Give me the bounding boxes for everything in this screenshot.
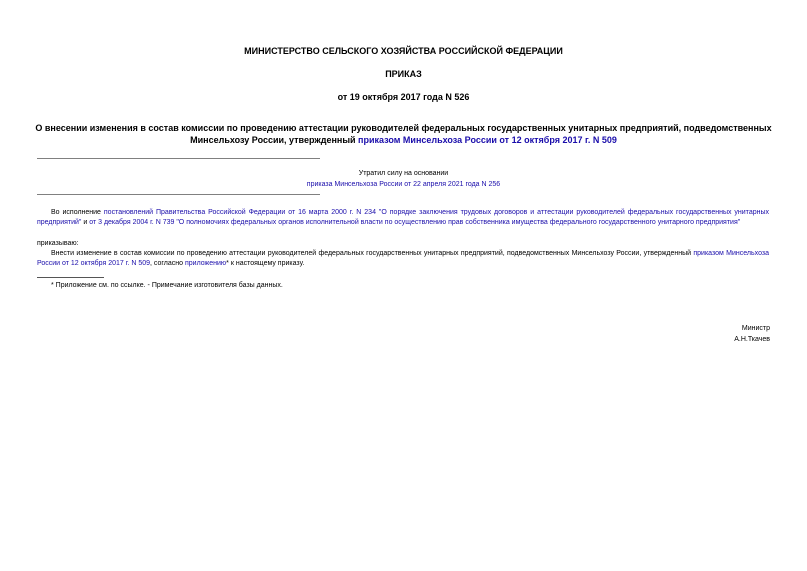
footnote-divider [37,277,104,278]
document-title-text: О внесении изменения в состав комиссии по проведению аттестации руководителей федеральных государственных унитарных предприятий, подведомственных Минсельхозу России, утвержденный [35,123,772,145]
revocation-order-256-link[interactable]: приказа Минсельхоза России от 22 апреля 2021 года N 256 [306,181,501,188]
order-body-middle: , согласно [150,260,185,267]
order-body-paragraph [37,249,769,269]
divider-top [37,158,320,159]
basis-conjunction: и [81,219,90,226]
title-order-509-link[interactable]: приказом Минсельхоза России от 12 октября 2017 г. N 509 [358,135,617,145]
revocation-link-line [230,180,577,189]
document-date-number: от 19 октября 2017 года N 526 [337,92,470,102]
divider-bottom [37,194,320,195]
order-509-link[interactable]: приказом Минсельхоза России от 12 октября 2017 г. N 509 [37,250,769,267]
footnote: * Приложение см. по ссылке. - Примечание изготовителя базы данных. [51,282,283,289]
basis-paragraph [37,208,769,228]
resolution-234-link[interactable]: постановлений Правительства Российской Федерации от 16 марта 2000 г. N 234 "О порядке заключения трудовых договоров и аттестации руководителей федеральных государственных унитарных предприятий" [37,209,769,226]
order-word: приказываю: [37,240,79,247]
basis-prefix: Во исполнение [51,209,104,216]
document-title [30,122,777,146]
order-body-suffix: * к настоящему приказу. [226,260,305,267]
revocation-note: Утратил силу на основании [358,170,449,177]
document-type: ПРИКАЗ [385,69,422,79]
signature-position: Министр [741,325,770,332]
order-body-text: Внести изменение в состав комиссии по проведению аттестации руководителей федеральных государственных унитарных предприятий, подведомственных Минсельхозу России, утвержденный [51,250,694,257]
ministry-heading: МИНИСТЕРСТВО СЕЛЬСКОГО ХОЗЯЙСТВА РОССИЙСКОЙ ФЕДЕРАЦИИ [244,46,563,56]
appendix-link[interactable]: приложению [184,260,227,267]
signature-name: А.Н.Ткачев [734,336,770,343]
resolution-739-link[interactable]: от 3 декабря 2004 г. N 739 "О полномочиях федеральных органов исполнительной власти по осуществлению прав собственника имущества федерального государственного унитарного предприятия" [89,219,741,226]
